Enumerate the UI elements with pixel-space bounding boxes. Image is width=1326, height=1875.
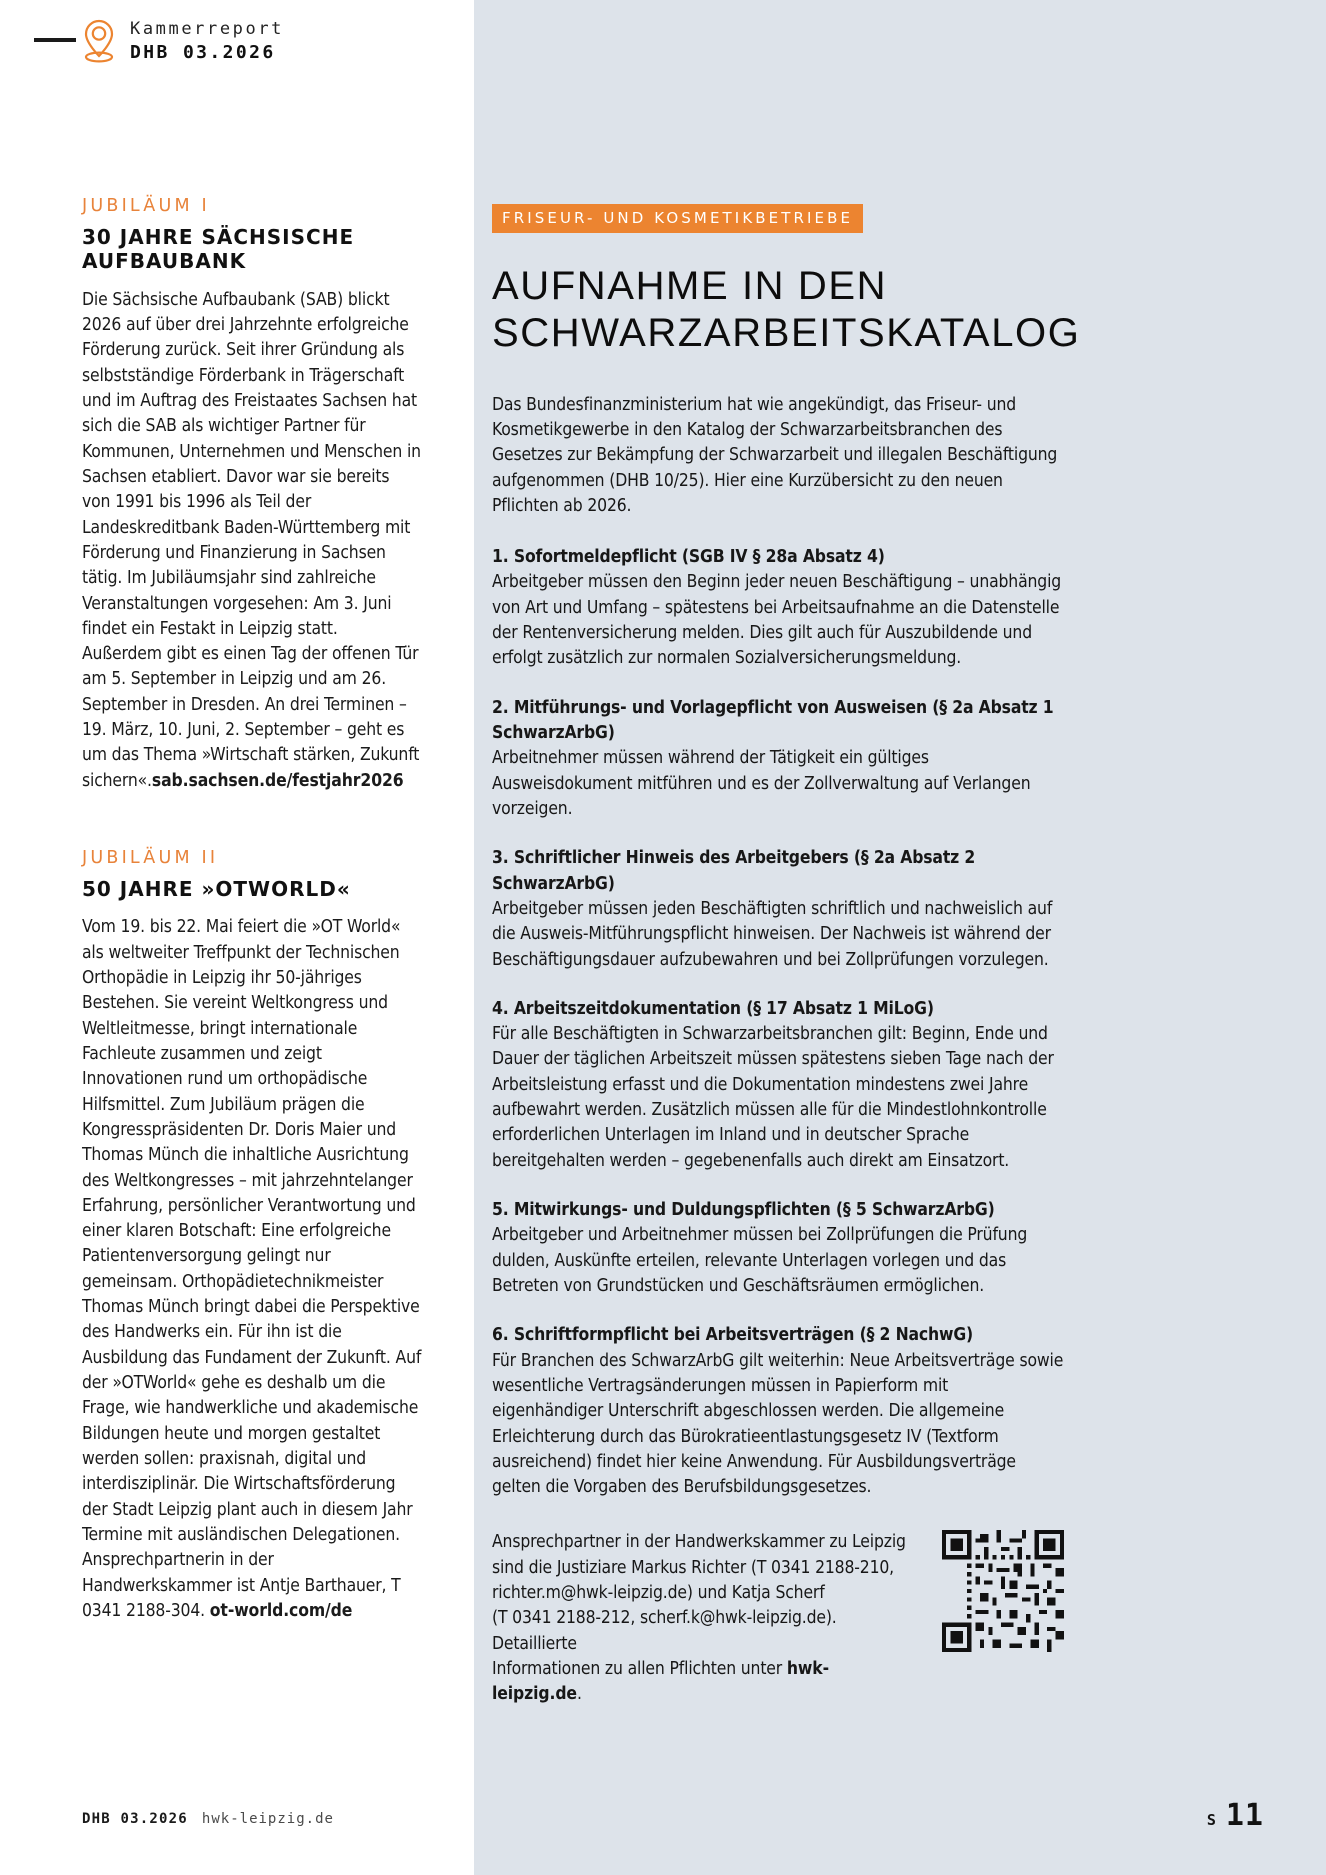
obligation-body: Für alle Beschäftigten in Schwarzarbeitsbranchen gilt: Beginn, Ende und Dauer der täglichen Arbeitszeit müssen spätestens sieben Tage nach der Arbeitsleistung erfasst und die Dokumentation mindestens zwei Jahre aufbewahrt werden. Zusätzlich müssen alle für die Mindestlohnkontrolle erforderlichen Unterlagen im Inland und in deutscher Sprache bereitgehalten werden – gegebenenfalls auch direkt am Einsatzort.: [492, 1024, 1054, 1171]
left-column: [82, 196, 422, 1624]
obligation-title: 2. Mitführungs- und Vorlagepflicht von Ausweisen (§ 2a Absatz 1 SchwarzArbG): [492, 697, 1054, 744]
obligation-item: [492, 696, 1064, 823]
obligation-item: [492, 846, 1064, 973]
obligation-body: Für Branchen des SchwarzArbG gilt weiterhin: Neue Arbeitsverträge sowie wesentliche Vertragsänderungen müssen in Papierform mit eigenhändiger Unterschrift abgeschlossen werden. Die allgemeine Erleichterung durch das Bürokratieentlastungsgesetz IV (Textform ausreichend) findet hier keine Anwendung. Für Ausbildungsverträge gelten die Vorgaben des Berufsbildungsgesetzes.: [492, 1350, 1064, 1498]
article-jubilaeum-2: [82, 848, 422, 1624]
page-number: 11: [1225, 1798, 1264, 1833]
obligation-body: Arbeitgeber müssen jeden Beschäftigten schriftlich und nachweislich auf die Ausweis-Mitführungspflicht hinweisen. Der Nachweis ist während der Beschäftigungsdauer aufzubewahren und bei Zollprüfungen vorzulegen.: [492, 898, 1053, 970]
obligation-title: 3. Schriftlicher Hinweis des Arbeitgebers (§ 2a Absatz 2 SchwarzArbG): [492, 848, 976, 894]
contact-text: [492, 1530, 912, 1707]
contact-url[interactable]: hwk-leipzig.de: [492, 1659, 829, 1705]
article2-subhead: 50 JAHRE »OTWORLD«: [82, 877, 351, 902]
article2-body: Vom 19. bis 22. Mai feiert die »OT World« als weltweiter Treffpunkt der Technischen Orthopädie in Leipzig ihr 50-jähriges Bestehen. Sie vereint Weltkongress und Weltleitmesse, bringt internationale Fachleute zusammen und zeigt Innovationen rund um orthopädische Hilfsmittel. Zum Jubiläum prägen die Kongresspräsidenten Dr. Doris Maier und Thomas Münch die inhaltliche Ausrichtung des Weltkongresses – mit jahrzehntelanger Erfahrung, persönlicher Verantwortung und einer klaren Botschaft: Eine erfolgreiche Patientenversorgung gelingt nur gemeinsam. Orthopädietechnikmeister Thomas Münch bringt dabei die Perspektive des Handwerks ein. Für ihn ist die Ausbildung das Fundament der Zukunft. Auf der »OTWorld« gehe es deshalb um die Frage, wie handwerkliche und akademische Bildungen heute und morgen gestaltet werden sollen: praxisnah, digital und interdisziplinär. Die Wirtschaftsförderung der Stadt Leipzig plant auch in diesem Jahr Termine mit ausländischen Delegationen. Ansprechpartnerin in der Handwerkskammer ist Antje Barthauer, T 0341 2188-304. ot-world.com/de: [82, 917, 422, 1621]
article1-kicker: JUBILÄUM I: [82, 196, 210, 216]
obligation-body: Arbeitgeber müssen den Beginn jeder neuen Beschäftigung – unabhängig von Art und Umfang – spätestens bei Arbeitsaufnahme an die Datenstelle der Rentenversicherung melden. Dies gilt auch für Auszubildende und erfolgt zusätzlich zur normalen Sozialversicherungsmeldung.: [492, 572, 1062, 669]
masthead-issue: DHB 03.2026: [130, 41, 276, 63]
obligation-item: [492, 545, 1064, 672]
obligation-body: Arbeitnehmer müssen während der Tätigkeit ein gültiges Ausweisdokument mitführen und es der Zollverwaltung auf Verlangen vorzeigen.: [492, 748, 1031, 819]
qr-code-icon[interactable]: [942, 1530, 1064, 1652]
masthead: [82, 18, 284, 64]
page-footer: [82, 1811, 334, 1827]
contact-line-4: (T 0341 2188-212, scherf.k@hwk-leipzig.de). Detaillierte: [492, 1608, 837, 1654]
article-jubilaeum-1: [82, 196, 422, 794]
article1-url[interactable]: sab.sachsen.de/festjahr2026: [151, 770, 404, 791]
masthead-kicker: Kammerreport: [130, 18, 285, 39]
contact-line-3: richter.m@hwk-leipzig.de) und Katja Scherf: [492, 1583, 825, 1604]
page-number-block: [1207, 1798, 1264, 1833]
location-pin-icon: [82, 18, 116, 64]
top-rule-decoration: [34, 38, 76, 42]
obligation-title: 6. Schriftformpflicht bei Arbeitsverträgen (§ 2 NachwG): [492, 1325, 974, 1346]
obligation-title: 4. Arbeitszeitdokumentation (§ 17 Absatz 1 MiLoG): [492, 998, 934, 1019]
article-intro: Das Bundesfinanzministerium hat wie angekündigt, das Friseur- und Kosmetikgewerbe in den Katalog der Schwarzarbeitsbranchen des Gesetzes zur Bekämpfung der Schwarzarbeit und illegalen Beschäftigung aufgenommen (DHB 10/25). Hier eine Kurzübersicht zu den neuen Pflichten ab 2026.: [492, 394, 1058, 516]
contact-line-5: Informationen zu allen Pflichten unter hwk-leipzig.de.: [492, 1659, 829, 1705]
footer-url[interactable]: hwk-leipzig.de: [201, 1811, 334, 1827]
article2-kicker: JUBILÄUM II: [82, 848, 219, 869]
page-number-prefix: S: [1206, 1811, 1217, 1829]
article1-subhead: 30 JAHRE SÄCHSISCHE AUFBAUBANK: [82, 225, 355, 274]
obligation-title: 1. Sofortmeldepflicht (SGB IV § 28a Absatz 4): [492, 547, 885, 568]
contact-line-1: Ansprechpartner in der Handwerkskammer zu Leipzig: [492, 1532, 906, 1553]
obligation-body: Arbeitgeber und Arbeitnehmer müssen bei Zollprüfungen die Prüfung dulden, Auskünfte erteilen, relevante Unterlagen vorlegen und das Betreten von Grundstücken und Geschäftsräumen ermöglichen.: [492, 1225, 1028, 1296]
footer-issue: DHB 03.2026: [82, 1811, 188, 1827]
obligation-item: [492, 1323, 1064, 1500]
contact-line-2: sind die Justiziare Markus Richter (T 0341 2188-210,: [492, 1557, 895, 1578]
right-column: [492, 204, 1081, 1708]
article2-body-wrap: [82, 915, 422, 1624]
right-body: [492, 393, 1064, 1708]
category-tag: FRISEUR- UND KOSMETIKBETRIEBE: [492, 204, 863, 233]
article1-body: Die Sächsische Aufbaubank (SAB) blickt 2026 auf über drei Jahrzehnte erfolgreiche Förderung zurück. Seit ihrer Gründung als selbstständige Förderbank in Trägerschaft und im Auftrag des Freistaates Sachsen hat sich die SAB als wichtiger Partner für Kommunen, Unternehmen und Menschen in Sachsen etabliert. Davor war sie bereits von 1991 bis 1996 als Teil der Landeskreditbank Baden-Württemberg mit Förderung und Finanzierung in Sachsen tätig. Im Jubiläumsjahr sind zahlreiche Veranstaltungen vorgesehen: Am 3. Juni findet ein Festakt in Leipzig statt. Außerdem gibt es einen Tag der offenen Tür am 5. September in Leipzig und am 26. September in Dresden. An drei Terminen – 19. März, 10. Juni, 2. September – geht es um das Thema »Wirtschaft stärken, Zukunft sichern«.sab.sachsen.de/festjahr2026: [82, 289, 421, 791]
article-headline: AUFNAHME IN DEN SCHWARZARBEITSKATALOG: [492, 264, 1081, 355]
obligation-item: [492, 1198, 1064, 1299]
article2-url[interactable]: ot-world.com/de: [209, 1600, 353, 1621]
obligation-title: 5. Mitwirkungs- und Duldungspflichten (§ 5 SchwarzArbG): [492, 1200, 995, 1221]
article1-body-wrap: [82, 288, 422, 794]
obligation-item: [492, 997, 1064, 1174]
contact-block: [492, 1530, 1064, 1707]
